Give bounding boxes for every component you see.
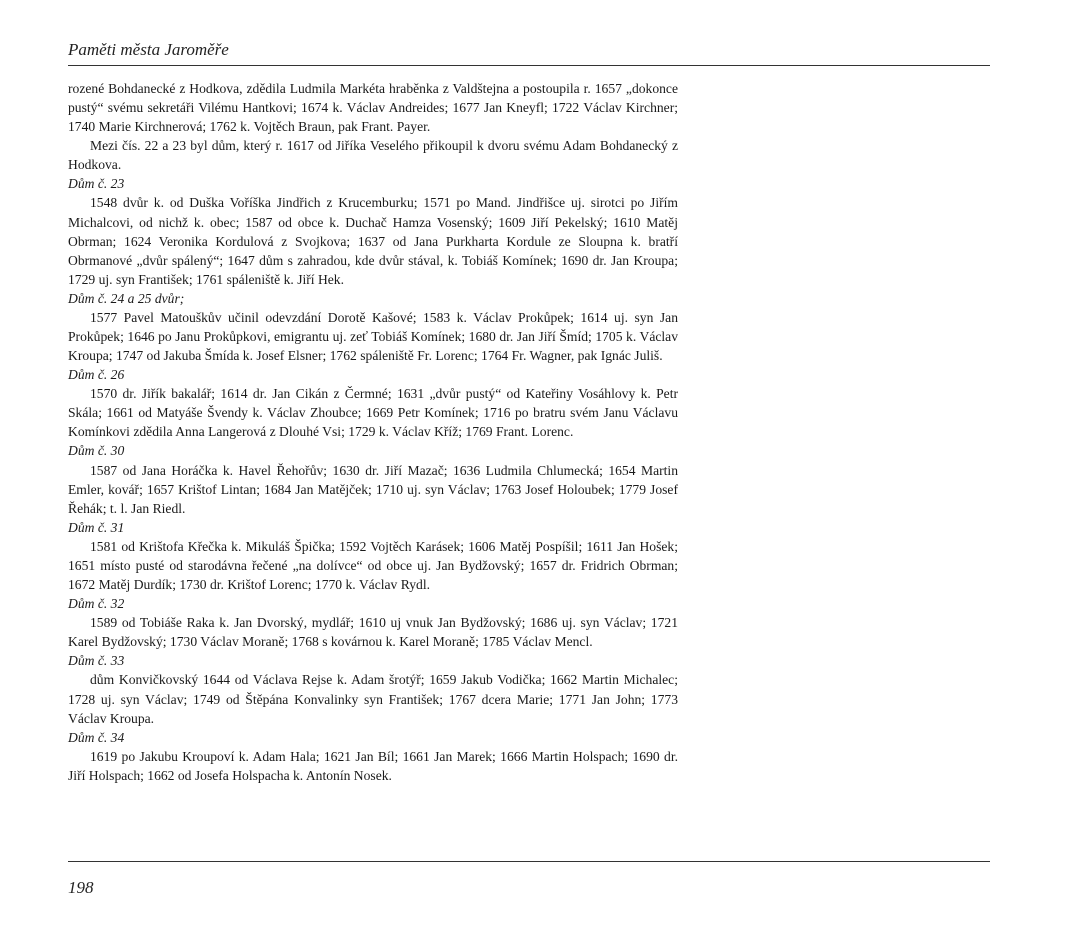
section-heading-dum-34: Dům č. 34: [68, 729, 125, 745]
section-text-dum-26: 1570 dr. Jiřík bakalář; 1614 dr. Jan Cikán z Čermné; 1631 „dvůr pustý“ od Kateřiny Vosáhlovy k. Petr Skála; 1661 od Matyáše Švendy k. Václav Zhoubce; 1669 Petr Komínek; 1716 po bratru svém Janu Václavu Komínkovi zdědila Anna Langerová z Dlouhé Vsi; 1729 k. Václav Kříž; 1769 Frant. Lorenc.: [68, 386, 678, 440]
section-heading-dum-31: Dům č. 31: [68, 519, 125, 535]
running-head-title: Paměti města Jaroměře: [68, 40, 229, 59]
page-number: 198: [68, 878, 94, 897]
section-heading-dum-30: Dům č. 30: [68, 443, 125, 459]
main-text: [68, 79, 678, 785]
section-text-dum-34: 1619 po Jakubu Kroupoví k. Adam Hala; 1621 Jan Bíl; 1661 Jan Marek; 1666 Martin Holspach; 1690 dr. Jiří Holspach; 1662 od Josefa Holspacha k. Antonín Nosek.: [68, 748, 678, 783]
section-heading-dum-26: Dům č. 26: [68, 367, 125, 383]
header-rule: [68, 65, 990, 66]
section-heading-dum-23: Dům č. 23: [68, 176, 125, 192]
section-text-dum-23: 1548 dvůr k. od Duška Voříška Jindřich z Krucemburku; 1571 po Mand. Jindřišce uj. sirotci po Jiřím Michalcovi, od nichž k. obec; 1587 od obce k. Duchač Hamza Vosenský; 1609 Jiří Pekelský; 1610 Matěj Obrman; 1624 Veronika Kordulová z Svojkova; 1637 od Jana Purkharta Kordule ze Sloupna k. bratří Obrmanové „dvůr spálený“; 1647 dům s zahradou, kde dvůr stával, k. Tobiáš Komínek; 1690 dr. Jan Kroupa; 1729 uj. syn František; 1761 spáleniště k. Jiří Hek.: [68, 195, 678, 287]
section-heading-dum-24-25: Dům č. 24 a 25 dvůr;: [68, 290, 185, 306]
intro-paragraph: rozené Bohdanecké z Hodkova, zdědila Ludmila Markéta hraběnka z Valdštejna a postoupila r. 1657 „dokonce pustý“ svému sekretáři Vilému Hantkovi; 1674 k. Václav Andreides; 1677 Jan Kneyfl; 1722 Václav Kirchner; 1740 Marie Kirchnerová; 1762 k. Vojtěch Braun, pak Frant. Payer.: [68, 81, 678, 135]
section-text-dum-31: 1581 od Krištofa Křečka k. Mikuláš Špička; 1592 Vojtěch Karásek; 1606 Matěj Pospíšil; 1611 Jan Hošek; 1651 místo pusté od starodávna řečené „na dolívce“ od obce uj. Jan Bydžovský; 1657 dr. Fridrich Obrman; 1672 Matěj Durdík; 1730 dr. Krištof Lorenc; 1770 k. Václav Rydl.: [68, 538, 678, 593]
section-text-dum-30: 1587 od Jana Horáčka k. Havel Řehořův; 1630 dr. Jiří Mazač; 1636 Ludmila Chlumecká; 1654 Martin Emler, kovář; 1657 Krištof Lintan; 1684 Jan Matějček; 1710 uj. syn Václav; 1763 Josef Holoubek; 1779 Josef Řehák; t. l. Jan Riedl.: [68, 462, 678, 516]
section-text-dum-24-25: 1577 Pavel Matouškův učinil odevzdání Dorotě Kašové; 1583 k. Václav Prokůpek; 1614 uj. syn Jan Prokůpek; 1646 po Janu Prokůpkovi, emigrantu uj. zeť Tobiáš Komínek; 1680 dr. Jan Jiří Šmíd; 1705 k. Václav Kroupa; 1747 od Jakuba Šmída k. Josef Elsner; 1762 spáleniště Fr. Lorenc; 1764 Fr. Wagner, pak Ignác Juliš.: [68, 309, 678, 364]
section-heading-dum-33: Dům č. 33: [68, 653, 125, 669]
section-text-dum-32: 1589 od Tobiáše Raka k. Jan Dvorský, mydlář; 1610 uj vnuk Jan Bydžovský; 1686 uj. syn Václav; 1721 Karel Bydžovský; 1730 Václav Moraně; 1768 s kovárnou k. Karel Moraně; 1785 Václav Mencl.: [68, 615, 678, 650]
section-heading-dum-32: Dům č. 32: [68, 596, 125, 612]
section-text-dum-33: dům Konvičkovský 1644 od Václava Rejse k. Adam šrotýř; 1659 Jakub Vodička; 1662 Martin Michalec; 1728 uj. syn Václav; 1749 od Štěpána Konvalinky syn František; 1767 dcera Marie; 1771 Jan John; 1773 Václav Kroupa.: [68, 672, 678, 726]
note-paragraph: Mezi čís. 22 a 23 byl dům, který r. 1617 od Jiříka Veselého přikoupil k dvoru svému Adam Bohdanecký z Hodkova.: [68, 138, 678, 173]
footer-rule: [68, 861, 990, 862]
